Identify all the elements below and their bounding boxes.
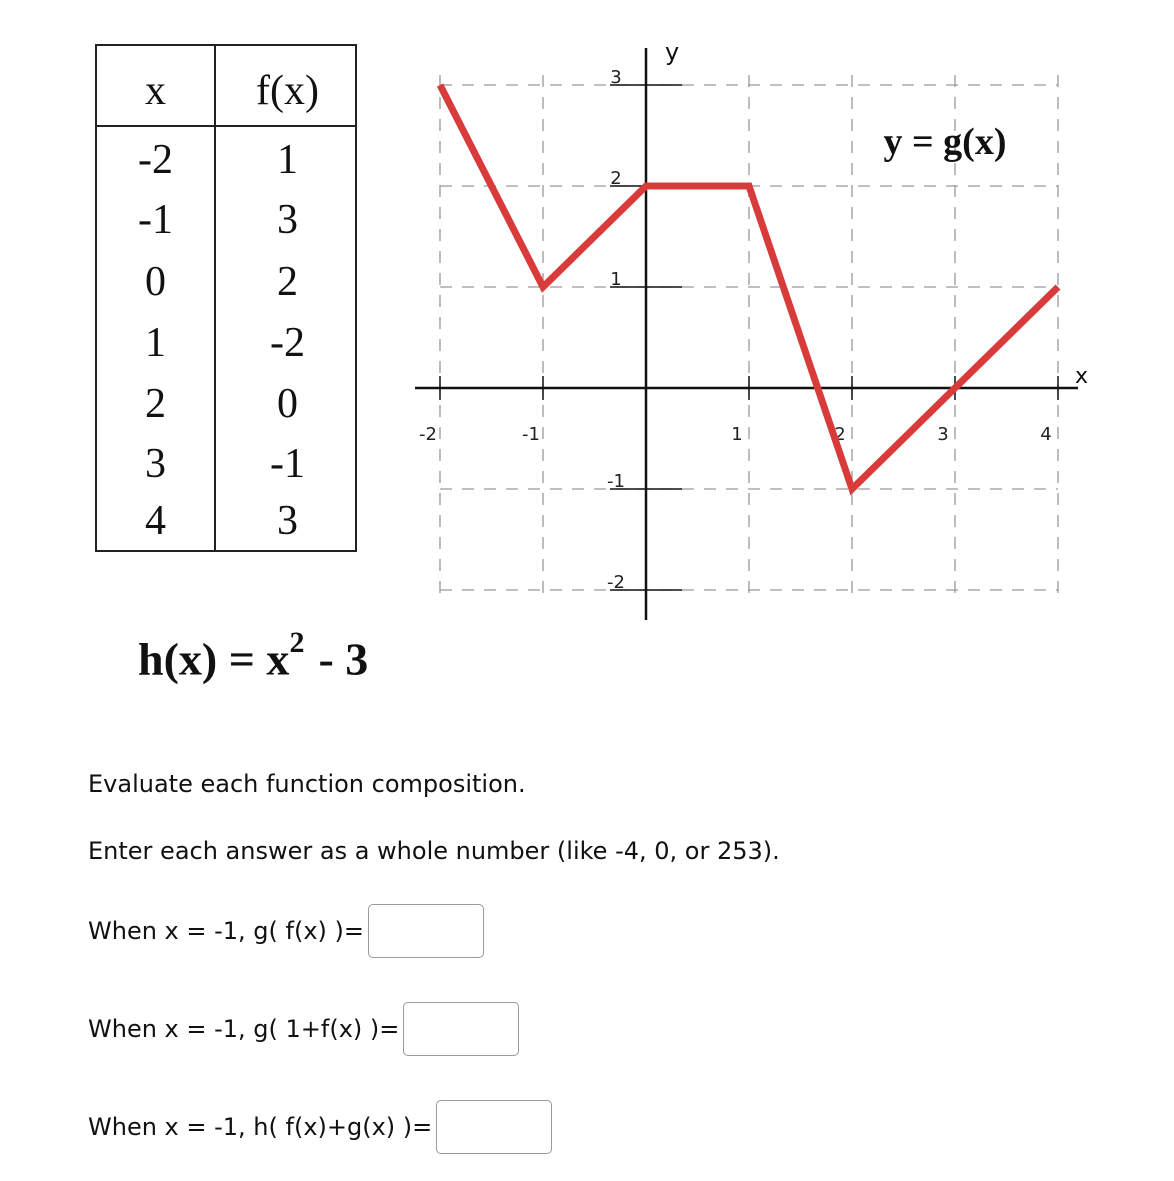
table-cell-x: 2 [145,381,166,427]
x-tick-label: 2 [834,424,846,445]
question-row [88,1002,519,1056]
h-function-lhs: h(x) = x [138,633,290,685]
h-function-formula [138,626,369,685]
y-tick-label: -2 [607,572,625,593]
table-cell-x: -2 [138,137,173,183]
table-cell-x: 0 [145,259,166,305]
x-tick-label: 3 [937,424,949,445]
question-label: When x = -1, g( 1+f(x) )= [88,1015,400,1043]
x-tick-label: -1 [522,424,540,445]
y-tick-label: 1 [610,269,622,290]
table-header-fx: f(x) [256,68,319,114]
table-cell-fx: 1 [277,137,298,183]
question-intro: Evaluate each function composition. [88,770,526,798]
table-cell-fx: -2 [270,320,305,366]
h-function-constant: - 3 [318,633,369,685]
graph-title: y = g(x) [883,121,1007,163]
question-label: When x = -1, h( f(x)+g(x) )= [88,1113,433,1141]
table-header-x: x [145,68,166,114]
y-axis-label: y [665,38,680,66]
x-axis-label: x [1075,364,1089,389]
table-cell-x: 4 [145,498,166,544]
g-function-graph [380,30,1100,630]
y-tick-label: -1 [607,471,625,492]
answer-input-g-of-one-plus-f[interactable] [403,1002,519,1056]
answer-input-g-of-f[interactable] [368,904,484,958]
question-instruction: Enter each answer as a whole number (like -4, 0, or 253). [88,837,780,865]
table-cell-fx: 0 [277,381,298,427]
question-row [88,1100,552,1154]
question-label: When x = -1, g( f(x) )= [88,917,365,945]
table-cell-x: 3 [145,441,166,487]
table-cell-x: -1 [138,197,173,243]
table-cell-fx: 3 [277,197,298,243]
fx-table [95,44,357,552]
table-cell-x: 1 [145,320,166,366]
table-header-divider [97,125,355,127]
x-tick-label: -2 [419,424,437,445]
x-tick-label: 4 [1040,424,1052,445]
y-tick-label: 3 [610,67,622,88]
answer-input-h-of-f-plus-g[interactable] [436,1100,552,1154]
x-tick-label: 1 [731,424,743,445]
table-cell-fx: -1 [270,441,305,487]
y-tick-label: 2 [610,168,622,189]
table-cell-fx: 2 [277,259,298,305]
table-cell-fx: 3 [277,498,298,544]
question-row [88,904,484,958]
h-function-exponent: 2 [289,626,305,659]
